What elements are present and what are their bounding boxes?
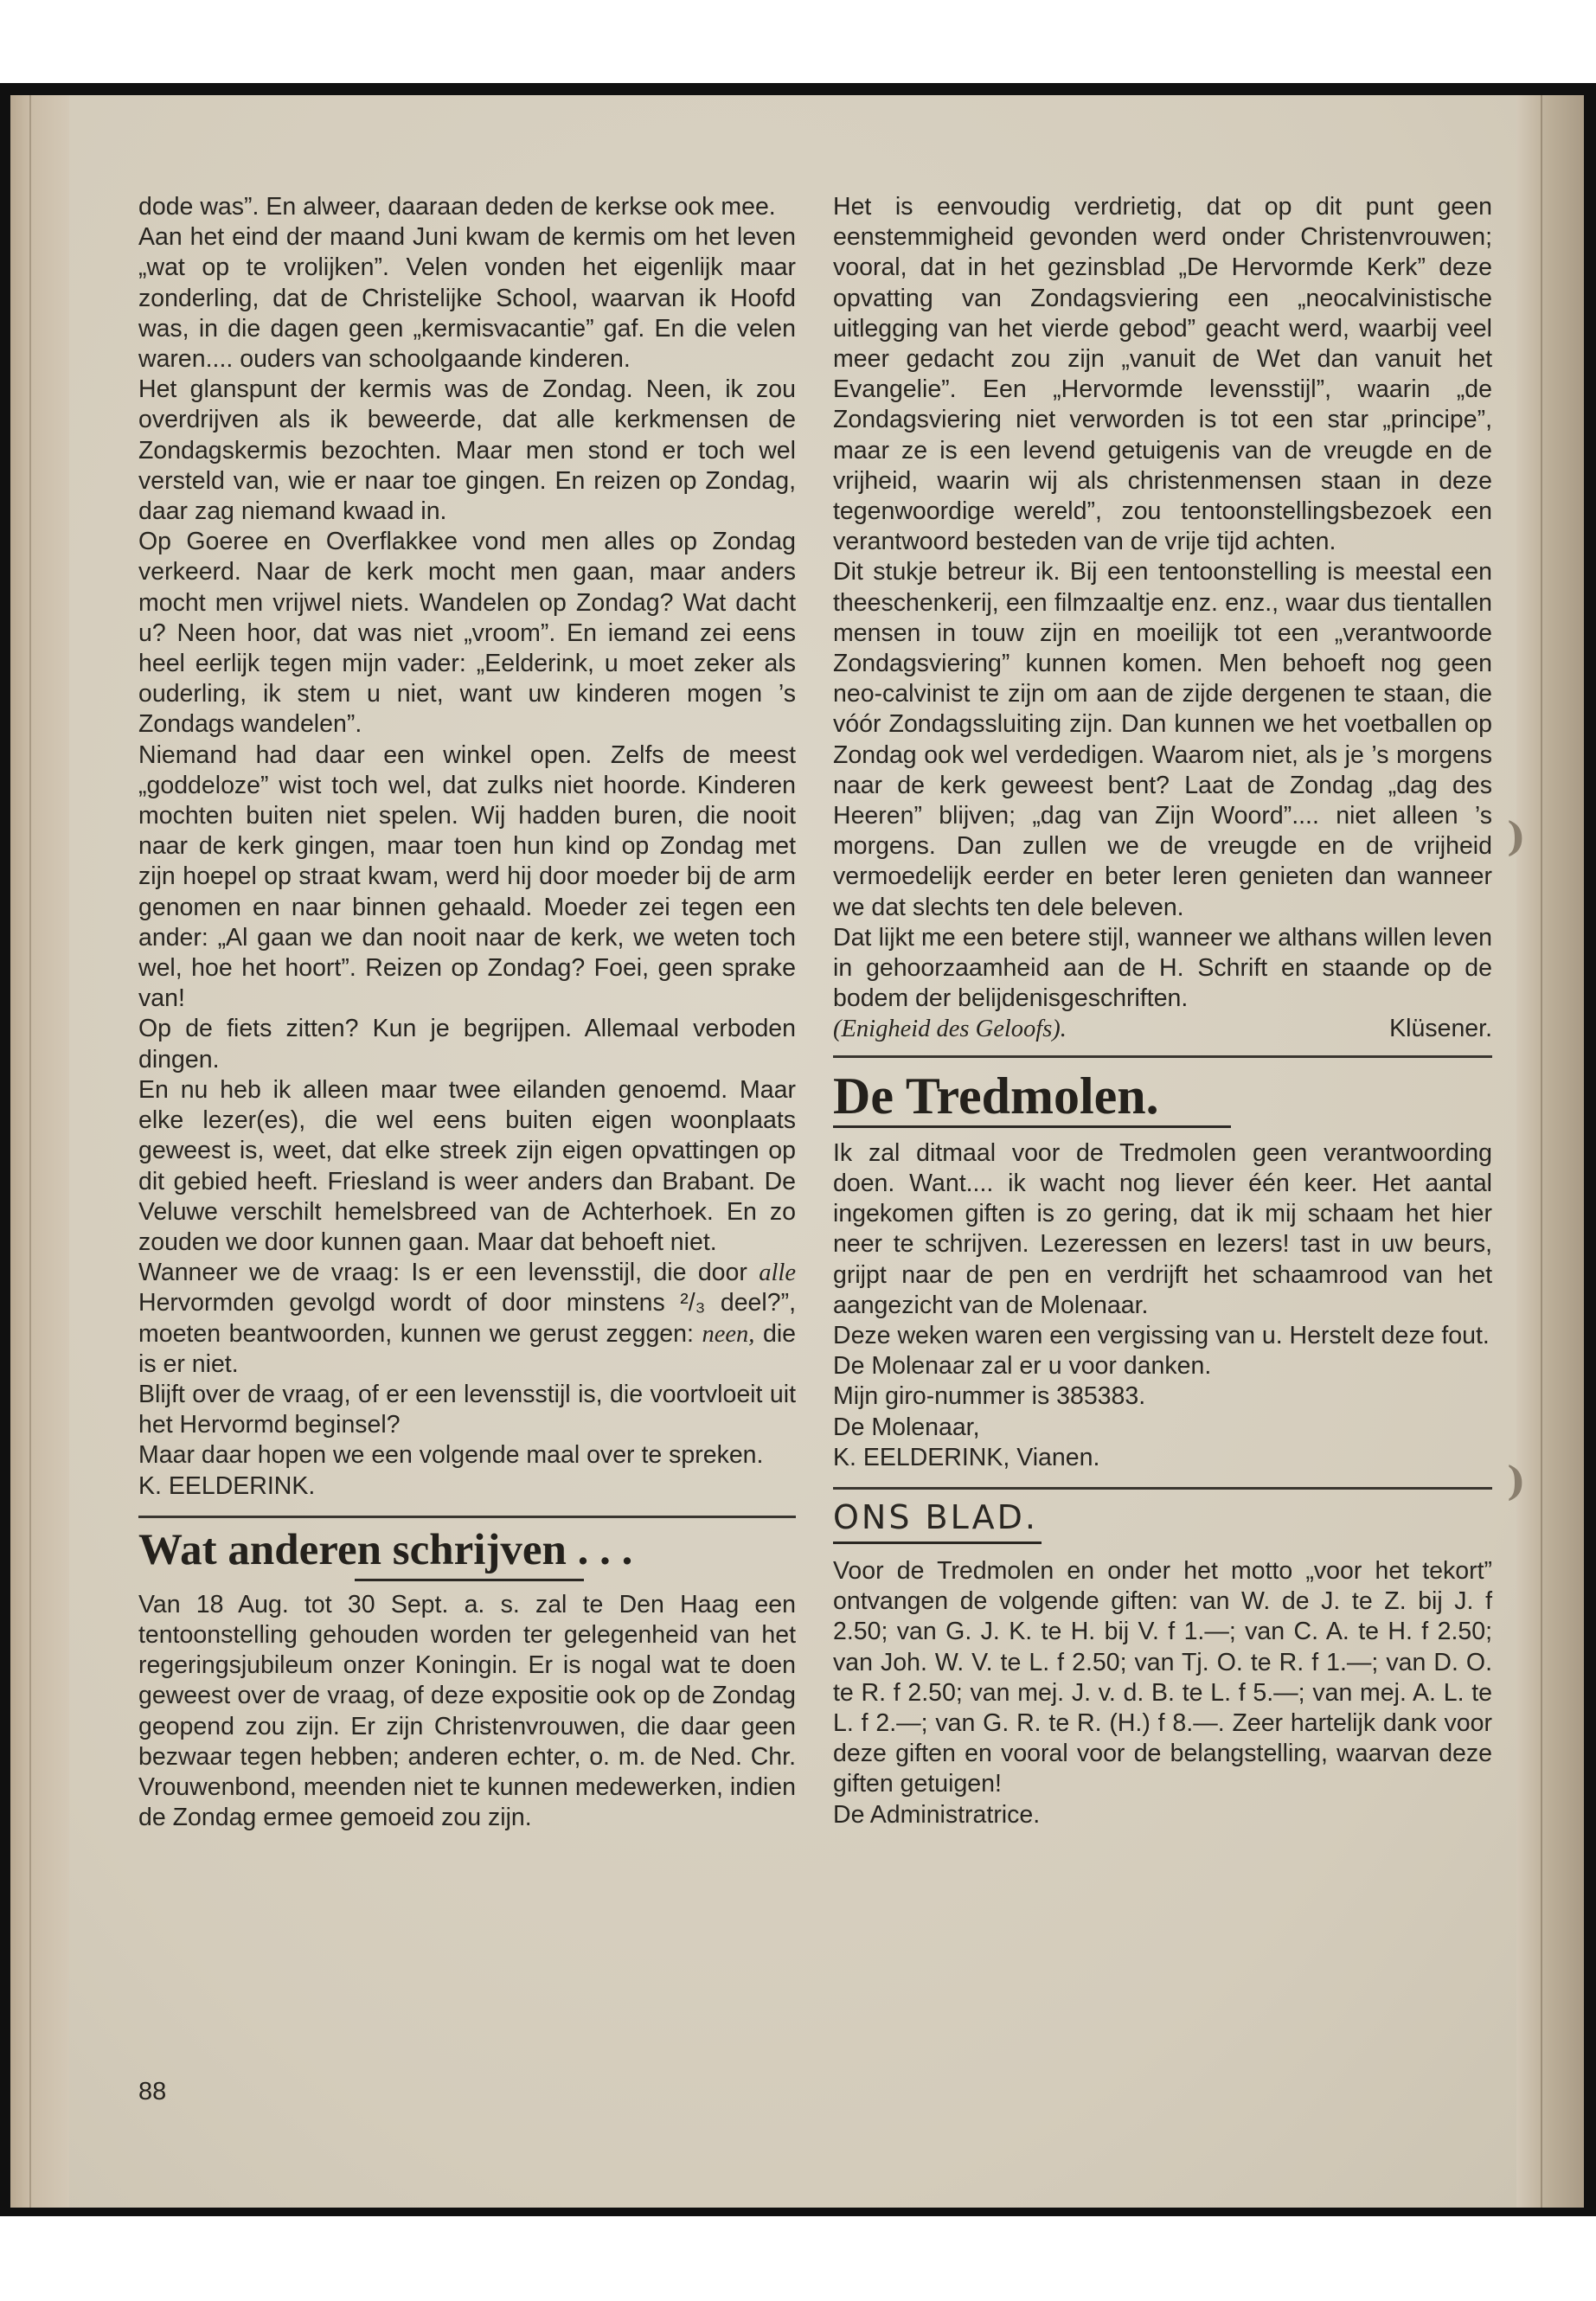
scan-border-right	[1584, 83, 1596, 2215]
paragraph: Niemand had daar een winkel open. Zelfs de meest „goddeloze” wist toch wel, dat zulks niet hoorde. Kinderen mochten buiten niet spelen. Wij hadden buren, die nooit naar de kerk gingen, maar toen hun kind op Zondag met zijn hoepel op straat kwam, werd hij door moeder bij de arm genomen en naar binnen gehaald. Moeder zei tegen een ander: „Al gaan we dan nooit naar de kerk, we weten toch wel, hoe het hoort”. Reizen op Zondag? Foei, geen sprake van!	[138, 740, 796, 1013]
paragraph-vraag	[138, 1258, 796, 1380]
section-title-de-tredmolen: De Tredmolen.	[833, 1067, 1159, 1125]
paragraph: Voor de Tredmolen en onder het motto „voor het tekort” ontvangen de volgende giften: van W. de J. te Z. bij J. f 2.50; van G. J. K. te H. bij V. f 1.—; van C. A. te H. f 2.50; van Joh. W. V. te L. f 2.50; van Tj. O. te R. f 1.—; van D. O. te R. f 2.50; van mej. J. v. d. B. te L. f 5.—; van mej. A. L. te L. f 2.—; van G. R. te R. (H.) f 8.—. Zeer hartelijk dank voor deze giften en vooral voor de belangstelling, waarvan deze giften getuigen!	[833, 1556, 1492, 1798]
text: Wanneer we de vraag: Is er een levensstijl, die door	[138, 1259, 760, 1287]
source-line	[833, 1014, 1492, 1044]
left-column	[138, 192, 796, 1833]
scan-border-bottom	[0, 2208, 1596, 2216]
signature-line: K. EELDERINK, Vianen.	[833, 1443, 1100, 1471]
paragraph-closing: Maar daar hopen we een volgende maal over te spreken.	[138, 1441, 764, 1470]
paragraph: Aan het eind der maand Juni kwam de kermis om het leven „wat op te vrolijken”. Velen vonden het eigenlijk maar zonderling, dat de Christelijke School, waarvan ik Hoofd was, in die dagen geen „kermisvacantie” gaf. En die velen waren.... ouders van schoolgaande kinderen.	[138, 223, 796, 374]
page-edge	[10, 95, 69, 2208]
title-underline	[355, 1579, 584, 1581]
emphasis: neen,	[702, 1320, 755, 1348]
paragraph: Dat lijkt me een betere stijl, wanneer we althans willen leven in gehoorzaamheid aan de H. Schrift en staande op de bodem der belijdenisgeschriften.	[833, 923, 1492, 1013]
signature: De Administratrice.	[833, 1800, 1041, 1829]
paragraph: Mijn giro-nummer is 385383.	[833, 1382, 1146, 1411]
paragraph: Ik zal ditmaal voor de Tredmolen geen verantwoording doen. Want.... ik wacht nog liever één keer. Het aantal ingekomen giften is zo gering, dat ik mij schaam het hier neer te schrijven. Lezeressen en lezers! tast in uw beurs, grijpt naar de pen en verdrijft het schaamrood van het aangezicht van de Molenaar.	[833, 1138, 1492, 1319]
right-column	[833, 192, 1492, 1830]
binding-clip-icon: )	[1507, 1458, 1526, 1504]
signature: K. EELDERINK.	[138, 1471, 316, 1500]
spacer	[833, 1544, 1492, 1556]
signature-line: De Molenaar,	[833, 1413, 980, 1441]
paragraph: Dit stukje betreur ik. Bij een tentoonstelling is meestal een theeschenkerij, een filmzaaltje enz. enz., waar dus tientallen mensen in touw zijn en moeilijk tot een „verantwoorde Zondagsviering” kunnen komen. Men behoeft nog geen neo-calvinist te zijn om aan de zijde dergenen te staan, die vóór Zondagssluiting zijn. Dan kunnen we het voetballen op Zondag ook wel verdedigen. Waarom niet, als je ’s morgens naar de kerk geweest bent? Laat de Zondag „dag des Heeren” blijven; „dag van Zijn Woord”.... niet alleen ’s morgens. Dan zullen we de vreugde en de vrijheid vermoedelijk eerder en beter leren genieten dan wanneer we dat slechts ten dele beleven.	[833, 558, 1492, 921]
section-title-text: ONS BLAD.	[833, 1495, 1042, 1544]
paragraph: Het glanspunt der kermis was de Zondag. Neen, ik zou overdrijven als ik beweerde, dat alle kerkmensen de Zondagskermis bezochten. Maar men stond er toch wel versteld van, wie er naar toe gingen. En reizen op Zondag, daar zag niemand kwaad in.	[138, 375, 796, 526]
paragraph: Het is eenvoudig verdrietig, dat op dit punt geen eenstemmigheid gevonden werd onder Christenvrouwen; vooral, dat in het gezinsblad „De Hervormde Kerk” deze opvatting van Zondagsviering een „neocalvinistische uitlegging van het vierde gebod” geacht werd, waarbij veel meer gedacht zou zijn „vanuit de Wet dan vanuit het Evangelie”. Een „Hervormde levensstijl”, waarin „de Zondagsviering niet verworden is tot een star „principe”, maar ze is een levend getuigenis van de vreugde en de vrijheid, waarin wij als christenmensen staan in deze tegenwoordige wereld”, zou tentoonstellingsbezoek een verantwoord besteden van de vrije tijd achten.	[833, 193, 1492, 556]
section-title-ons-blad	[833, 1495, 1492, 1544]
section-rule	[833, 1487, 1492, 1490]
paragraph: Op de fiets zitten? Kun je begrijpen. Allemaal verboden dingen.	[138, 1015, 796, 1074]
source-title: (Enigheid des Geloofs).	[833, 1016, 1067, 1043]
text: die is er niet.	[138, 1319, 797, 1378]
book-spine	[1516, 95, 1584, 2208]
section-title-wat-anderen-schrijven: Wat anderen schrijven . . .	[138, 1525, 633, 1574]
section-rule	[138, 1516, 796, 1518]
page-number: 88	[138, 2078, 167, 2106]
emphasis: alle	[759, 1259, 796, 1287]
scan-border-top	[0, 83, 1596, 95]
paragraph: dode was”. En alweer, daaraan deden de kerkse ook mee.	[138, 193, 776, 221]
scan-border-left	[0, 83, 10, 2215]
binding-clip-icon: )	[1507, 813, 1526, 860]
paragraph: Blijft over de vraag, of er een levensstijl is, die voortvloeit uit het Hervormd beginsel?	[138, 1380, 796, 1439]
paragraph: Van 18 Aug. tot 30 Sept. a. s. zal te Den Haag een tentoonstelling gehouden worden ter gelegenheid van het regeringsjubileum onzer Koningin. Er is nogal wat te doen geweest over de vraag, of deze expositie ook op de Zondag geopend zou zijn. Er zijn Christenvrouwen, die daar geen bezwaar tegen hebben; anderen echter, o. m. de Ned. Chr. Vrouwenbond, meenden niet te kunnen medewerken, indien de Zondag ermee gemoeid zou zijn.	[138, 1590, 796, 1832]
paragraph: Deze weken waren een vergissing van u. Herstelt deze fout.	[833, 1321, 1490, 1349]
source-author: Klüsener.	[1389, 1015, 1492, 1043]
text: Hervormden gevolgd wordt of door minstens ²/₃ deel?”, moeten beantwoorden, kunnen we gerust zeggen:	[138, 1289, 796, 1348]
paragraph: De Molenaar zal er u voor danken.	[833, 1352, 1212, 1381]
paragraph: Op Goeree en Overflakkee vond men alles op Zondag verkeerd. Naar de kerk mocht men gaan, maar anders mocht men vrijwel niets. Wandelen op Zondag? Wat dacht u? Neen hoor, dat was niet „vroom”. En iemand zei eens heel eerlijk tegen mijn vader: „Eelderink, u moet zeker als ouderling, ik stem u niet, want uw kinderen mogen ’s Zondags wandelen”.	[138, 528, 796, 739]
section-rule	[833, 1055, 1492, 1058]
paragraph: En nu heb ik alleen maar twee eilanden genoemd. Maar elke lezer(es), die wel eens buiten eigen woonplaats geweest is, weet, dat elke streek zijn eigen opvattingen op dit gebied heeft. Friesland is weer anders dan Brabant. De Veluwe verschilt hemelsbreed van de Achterhoek. En zo zouden we door kunnen gaan. Maar dat behoeft niet.	[138, 1075, 796, 1256]
